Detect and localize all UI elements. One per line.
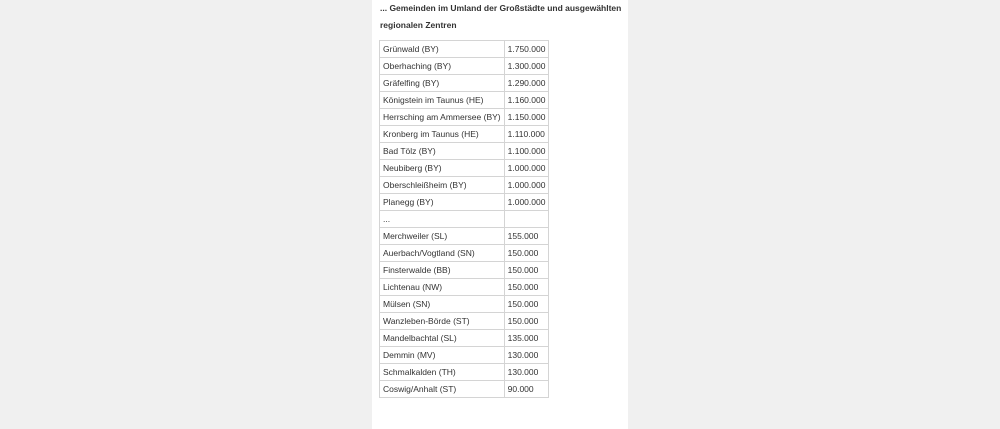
table-row — [380, 296, 549, 313]
municipality-cell: Mülsen (SN) — [380, 296, 505, 313]
municipality-cell: Coswig/Anhalt (ST) — [380, 381, 505, 398]
price-cell: 130.000 — [504, 347, 549, 364]
municipality-cell: Kronberg im Taunus (HE) — [380, 126, 505, 143]
municipality-cell: Planegg (BY) — [380, 194, 505, 211]
price-table-body — [380, 41, 549, 398]
municipality-cell: Lichtenau (NW) — [380, 279, 505, 296]
price-cell: 1.750.000 — [504, 41, 549, 58]
table-row — [380, 279, 549, 296]
table-row — [380, 381, 549, 398]
price-cell: 150.000 — [504, 279, 549, 296]
municipality-cell: Bad Tölz (BY) — [380, 143, 505, 160]
table-row — [380, 228, 549, 245]
municipality-cell: ... — [380, 211, 505, 228]
article-page — [372, 0, 628, 429]
table-row — [380, 160, 549, 177]
table-row — [380, 313, 549, 330]
price-cell: 150.000 — [504, 262, 549, 279]
municipality-cell: Wanzleben-Börde (ST) — [380, 313, 505, 330]
municipality-cell: Auerbach/Vogtland (SN) — [380, 245, 505, 262]
section-heading: ... Gemeinden im Umland der Großstädte und ausgewählten regionalen Zentren — [380, 3, 622, 30]
price-cell: 1.160.000 — [504, 92, 549, 109]
table-row — [380, 194, 549, 211]
table-row — [380, 41, 549, 58]
price-cell: 155.000 — [504, 228, 549, 245]
price-cell: 1.150.000 — [504, 109, 549, 126]
price-cell: 1.300.000 — [504, 58, 549, 75]
table-row — [380, 75, 549, 92]
price-cell: 130.000 — [504, 364, 549, 381]
table-row — [380, 262, 549, 279]
price-cell — [504, 211, 549, 228]
price-cell: 1.000.000 — [504, 177, 549, 194]
price-cell: 1.290.000 — [504, 75, 549, 92]
municipality-cell: Merchweiler (SL) — [380, 228, 505, 245]
price-cell: 1.000.000 — [504, 194, 549, 211]
price-cell: 135.000 — [504, 330, 549, 347]
price-cell: 1.100.000 — [504, 143, 549, 160]
table-row — [380, 330, 549, 347]
municipality-cell: Grünwald (BY) — [380, 41, 505, 58]
table-row — [380, 347, 549, 364]
municipality-cell: Schmalkalden (TH) — [380, 364, 505, 381]
municipality-cell: Demmin (MV) — [380, 347, 505, 364]
table-row — [380, 109, 549, 126]
table-row — [380, 143, 549, 160]
municipality-cell: Neubiberg (BY) — [380, 160, 505, 177]
price-cell: 150.000 — [504, 245, 549, 262]
price-cell: 1.000.000 — [504, 160, 549, 177]
table-row — [380, 364, 549, 381]
municipality-cell: Herrsching am Ammersee (BY) — [380, 109, 505, 126]
municipality-cell: Gräfelfing (BY) — [380, 75, 505, 92]
table-row — [380, 245, 549, 262]
municipality-cell: Oberhaching (BY) — [380, 58, 505, 75]
price-cell: 90.000 — [504, 381, 549, 398]
municipality-cell: Finsterwalde (BB) — [380, 262, 505, 279]
price-cell: 150.000 — [504, 296, 549, 313]
table-row — [380, 211, 549, 228]
municipality-cell: Oberschleißheim (BY) — [380, 177, 505, 194]
municipality-cell: Mandelbachtal (SL) — [380, 330, 505, 347]
price-cell: 150.000 — [504, 313, 549, 330]
table-row — [380, 177, 549, 194]
price-table — [379, 40, 549, 398]
table-row — [380, 126, 549, 143]
table-row — [380, 92, 549, 109]
municipality-cell: Königstein im Taunus (HE) — [380, 92, 505, 109]
price-cell: 1.110.000 — [504, 126, 549, 143]
table-row — [380, 58, 549, 75]
